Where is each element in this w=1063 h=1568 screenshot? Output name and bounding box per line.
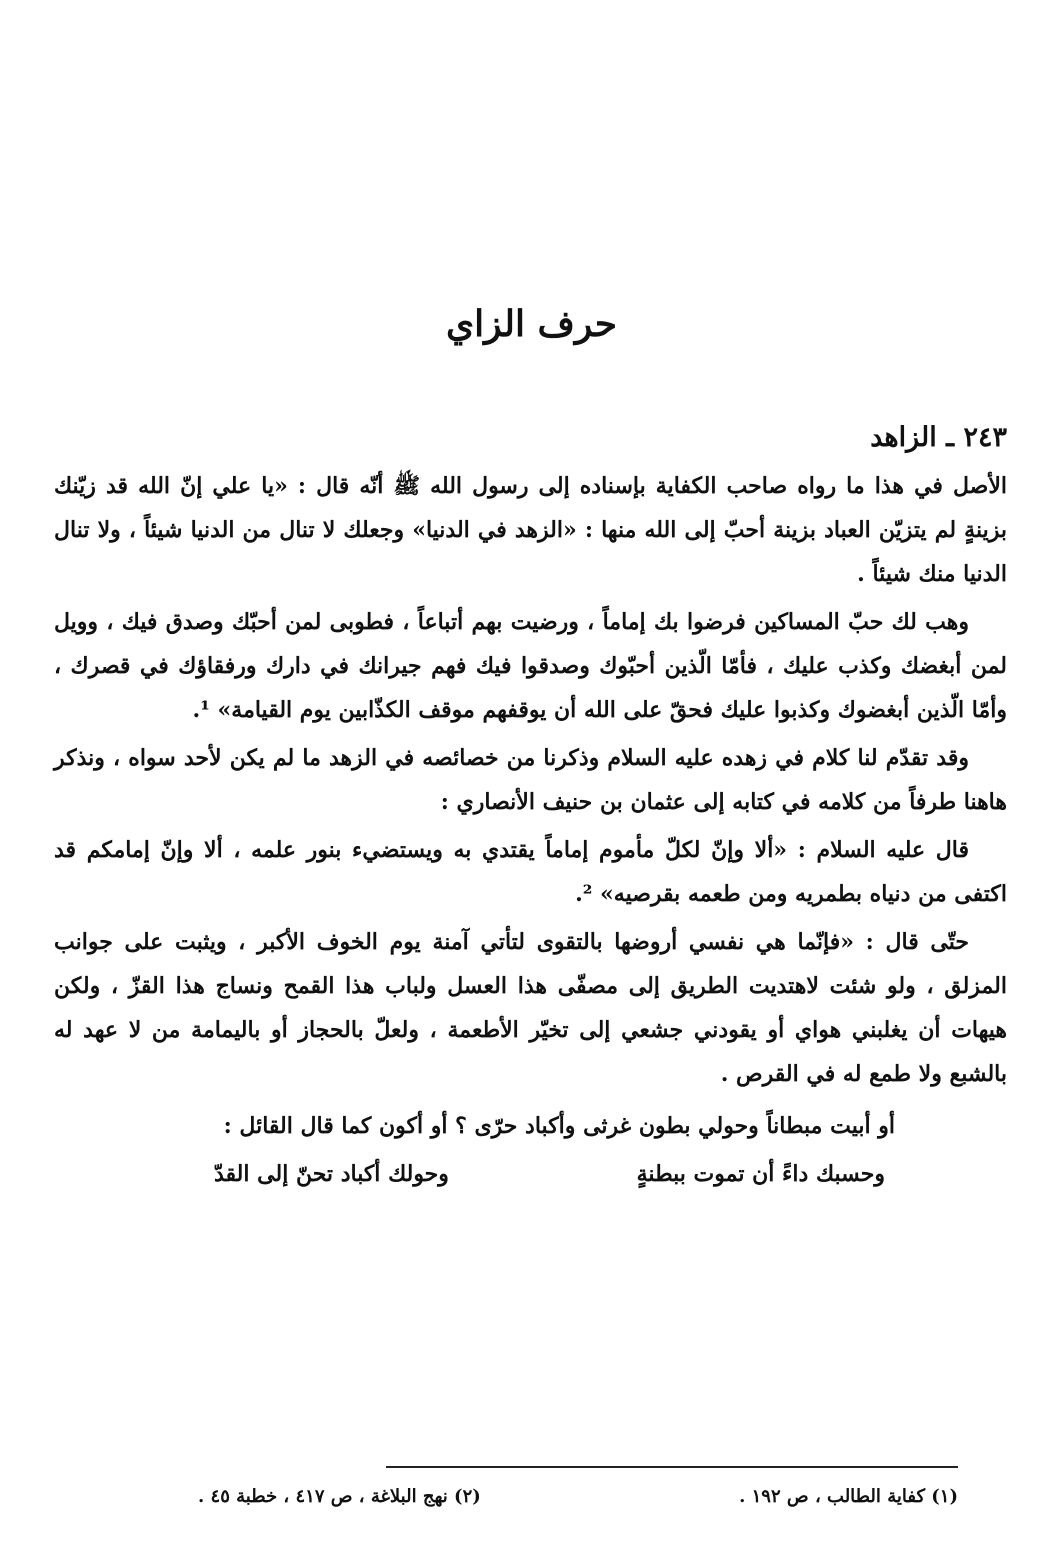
paragraph-5: حتّى قال : «فإنّما هي نفسي أروضها بالتقوى لتأتي آمنة يوم الخوف الأكبر ، ويثبت على جوانب المزلق ، ولو شئت لاهتديت الطريق إلى مصفّى هذا العسل ولباب هذا القمح ونساج هذا القزّ ، ولكن هيهات أن يغلبني هواي أو يقودني جشعي إلى تخيّر الأطعمة ، ولعلّ بالحجاز أو باليمامة من لا عهد له بالشبع ولا طمع له في القرص . [54, 929, 1007, 1087]
footnote-divider [386, 1466, 958, 1468]
paragraph-3: وقد تقدّم لنا كلام في زهده عليه السلام وذكرنا من خصائصه في الزهد ما لم يكن لأحد سواه ، ونذكر هاهنا طرفاً من كلامه في كتابه إلى عثمان بن حنيف الأنصاري : [54, 745, 1007, 815]
footnote-1: (١) كفاية الطالب ، ص ١٩٢ . [739, 1486, 958, 1507]
verse-second-hemistich: وحولك أكباد تحنّ إلى القدّ [214, 1161, 449, 1187]
entry-heading: ٢٤٣ ـ الزاهد [870, 422, 1007, 453]
paragraph-4: قال عليه السلام : «ألا وإنّ لكلّ مأموم إماماً يقتدي به ويستضيء بنور علمه ، ألا وإنّ إمامكم قد اكتفى من دنياه بطمريه ومن طعمه بقرصيه» ². [54, 837, 1007, 907]
footnote-2: (٢) نهج البلاغة ، ص ٤١٧ ، خطبة ٤٥ . [198, 1486, 481, 1507]
footnotes [198, 1486, 958, 1507]
verse-line [54, 1150, 1007, 1198]
verse-first-hemistich: وحسبك داءً أن تموت ببطنةٍ [636, 1161, 885, 1187]
chapter-title: حرف الزاي [446, 303, 617, 345]
paragraph-2: وهب لك حبّ المساكين فرضوا بك إماماً ، ورضيت بهم أتباعاً ، فطوبى لمن أحبّك وصدق فيك ، وويل لمن أبغضك وكذب عليك ، فأمّا الّذين أحبّوك وصدقوا فيك فهم جيرانك في دارك ورفقاؤك في قصرك ، وأمّا الّذين أبغضوك وكذبوا عليك فحقّ على الله أن يوقفهم موقف الكذّابين يوم القيامة» ¹. [54, 609, 1007, 723]
page-body [54, 414, 1007, 1198]
verse-intro: أو أبيت مبطاناً وحولي بطون غرثى وأكباد حرّى ؟ أو أكون كما قال القائل : [223, 1113, 895, 1139]
paragraph-1: الأصل في هذا ما رواه صاحب الكفاية بإسناده إلى رسول الله ﷺ أنّه قال : «يا علي إنّ الله قد زيّنك بزينةٍ لم يتزيّن العباد بزينة أحبّ إلى الله منها : «الزهد في الدنيا» وجعلك لا تنال من الدنيا شيئاً ، ولا تنال الدنيا منك شيئاً . [54, 473, 1007, 587]
